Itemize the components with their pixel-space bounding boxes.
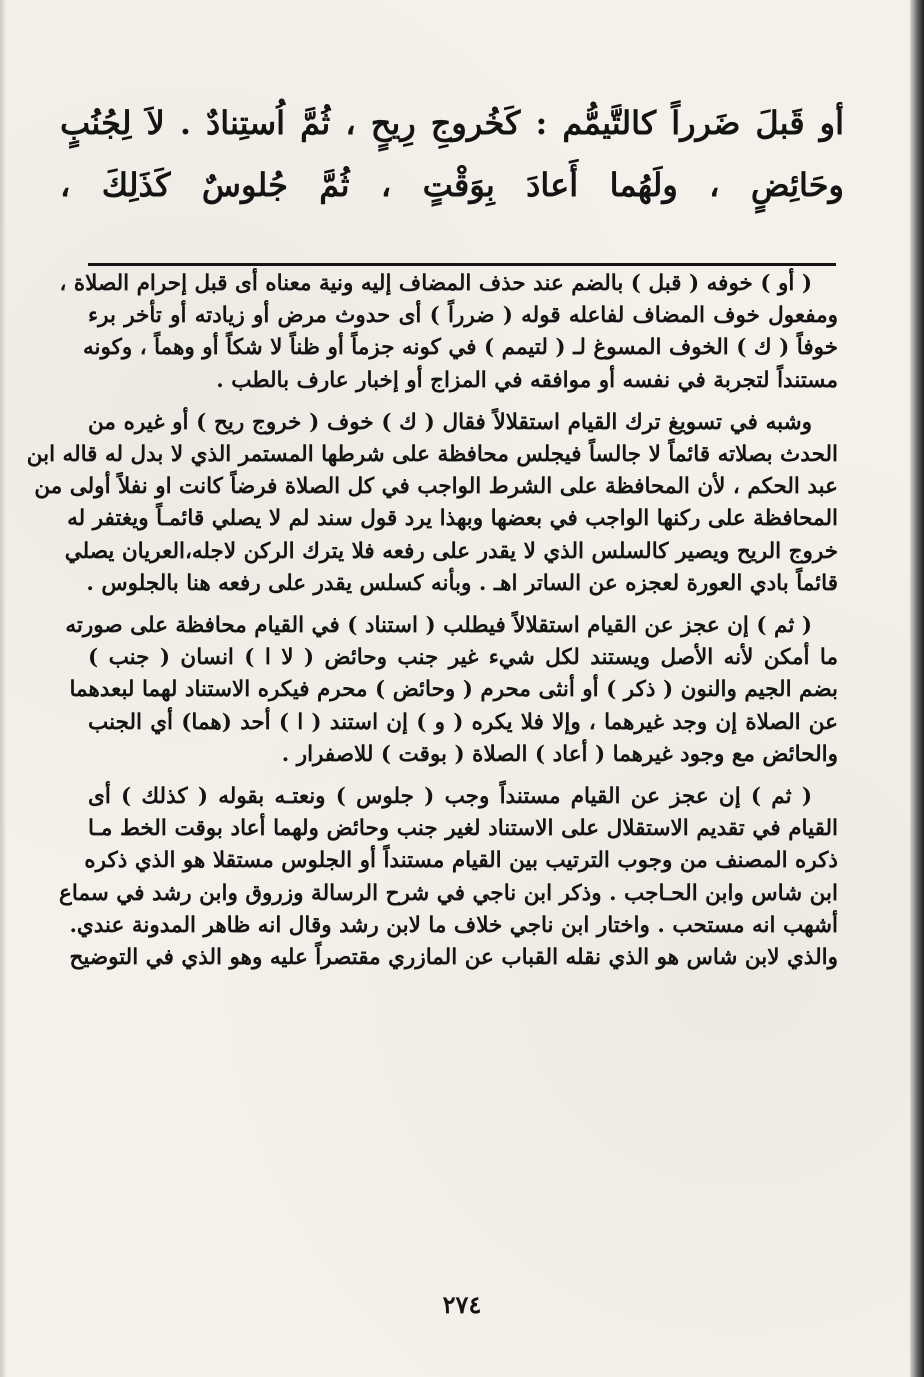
commentary-line: ( ثم ) إن عجز عن القيام استقلالاً فيطلب ( استناد ) في القيام محافظة على صورته [65, 613, 812, 639]
page-number: ٢٧٤ [442, 1290, 482, 1319]
commentary-line: ابن شاس وابن الحـاجب . وذكر ابن ناجي في شرح الرسالة وزروق وابن رشد في سماع [59, 880, 838, 906]
page-left-edge [0, 0, 6, 1377]
commentary-line: عن الصلاة إن وجد غيرهما ، وإلا فلا يكره ( و ) إن استند ( ا ) أحد (هما) أي الجنب [88, 709, 838, 735]
commentary-line: ما أمكن لأنه الأصل ويستند لكل شيء غير جنب وحائض ( لا ا ) انسان ( جنب ) [88, 645, 838, 671]
commentary-line: ومفعول خوف المضاف لفاعله قوله ( ضرراً ) أى حدوث مرض أو زيادته أو تأخر برء [88, 303, 838, 329]
matn-line: وحَائِضٍ ، ولَهُما أَعادَ بِوَقْتٍ ، ثُمَّ جُلوسٌ كَذَلِكَ ، [60, 166, 844, 204]
commentary-paragraph [59, 781, 838, 974]
commentary-line: خروج الريح ويصير كالسلس الذي لا يقدر على رفعه فلا يترك الركن لاجله،العريان يصلي [64, 538, 838, 564]
matn-text [60, 92, 844, 216]
commentary-paragraph [59, 268, 838, 397]
commentary-paragraph [26, 407, 838, 600]
page-binding-shadow [910, 0, 924, 1377]
commentary-line: عبد الحكم ، لأن المحافظة على الشرط الواجب في كل الصلاة فرضاً كانت او نفلاً أولى من [34, 474, 838, 500]
commentary-line: القيام في تقديم الاستقلال على الاستناد لغير جنب وحائض ولهما أعاد بوقت الخط مـا [88, 816, 838, 842]
commentary-line: خوفاً ( ك ) الخوف المسوغ لـ ( لتيمم ) في كونه جزماً أو ظناً لا شكاً أو وهماً ، وكونه [82, 335, 838, 361]
commentary-line: ( أو ) خوفه ( قبل ) بالضم عند حذف المضاف إليه ونية معناه أى قبل إحرام الصلاة ، [59, 271, 812, 296]
matn-line: أو قَبلَ ضَرراً كالتَّيمُّم : كَخُروجِ رِيحٍ ، ثُمَّ اُستِنادٌ . لاَ لِجُنُبٍ [60, 104, 844, 142]
commentary-line: وشبه في تسويغ ترك القيام استقلالاً فقال ( ك ) خوف ( خروج ريح ) أو غيره من [88, 409, 812, 435]
commentary-line: والذي لابن شاس هو الذي نقله القباب عن المازري مقتصراً عليه وهو الذي في التوضيح [69, 945, 838, 971]
commentary-line: ( ثم ) إن عجز عن القيام مستنداً وجب ( جلوس ) ونعتـه بقوله ( كذلك ) أى [88, 784, 812, 810]
commentary-line: الحدث بصلاته قائماً لا جالساً فيجلس محافظة على شرطها المستمر الذي لا بدل له قاله ابن [26, 442, 838, 468]
commentary-paragraph [65, 610, 838, 771]
separator-rule [88, 263, 836, 266]
commentary-line: بضم الجيم والنون ( ذكر ) أو أنثى محرم ( وحائض ) محرم فيكره الاستناد لهما لبعدهما [69, 677, 838, 703]
commentary-line: مستنداً لتجربة في نفسه أو موافقه في المزاج أو إخبار عارف بالطب . [216, 367, 838, 393]
commentary-line: أشهب انه مستحب . واختار ابن ناجي خلاف ما لابن رشد وقال انه ظاهر المدونة عندي. [69, 912, 838, 938]
commentary-line: قائماً بادي العورة لعجزه عن الساتر اهـ . وبأنه كسلس يقدر على رفعه هنا بالجلوس . [86, 570, 838, 596]
commentary-line: المحافظة على ركنها الواجب في بعضها وبهذا يرد قول سند لم لا يصلي قائمـاً ويغتفر له [67, 506, 838, 532]
commentary-text [26, 268, 838, 984]
commentary-line: ذكره المصنف من وجوب الترتيب بين القيام مستنداً أو الجلوس مستقلا هو الذي ذكره [84, 848, 838, 874]
commentary-line: والحائض مع وجود غيرهما ( أعاد ) الصلاة ( بوقت ) للاصفرار . [281, 741, 838, 767]
